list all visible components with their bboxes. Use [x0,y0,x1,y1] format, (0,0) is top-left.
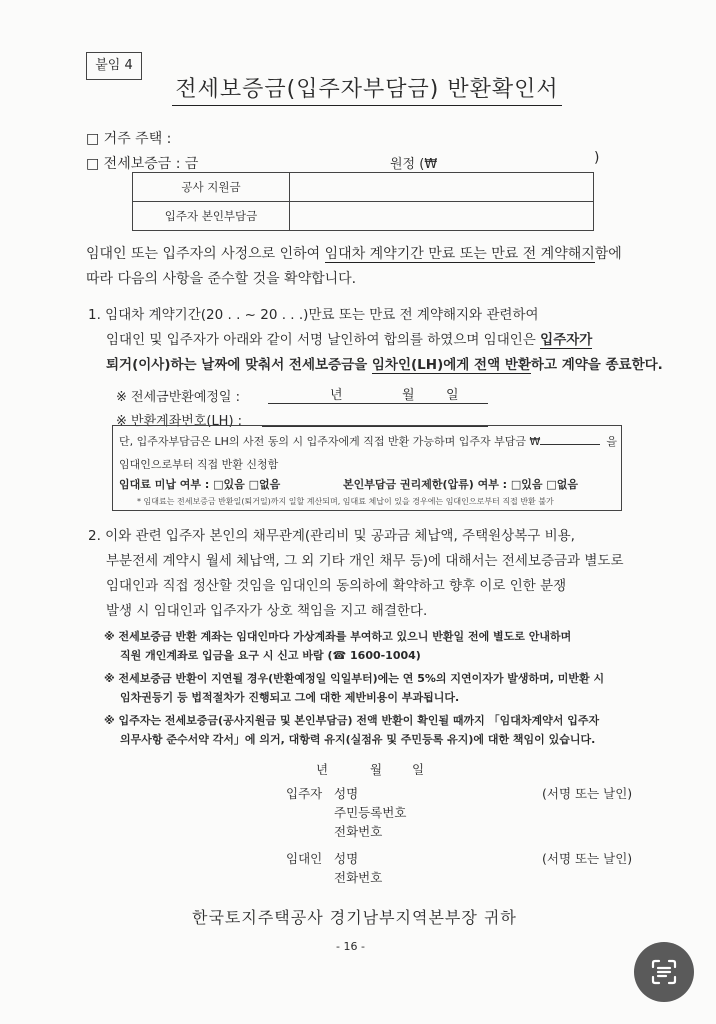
sign-date-month: 월 [370,762,383,777]
clause-2-line-4: 발생 시 임대인과 입주자가 상호 책임을 지고 해결한다. [106,603,428,619]
note-2-line-1: ※ 전세보증금 반환이 지연될 경우(반환예정일 익일부터)에는 연 5%의 지연이자가 발생하며, 미반환 시 [104,672,605,685]
table-row [133,173,594,202]
landlord-phone-label: 전화번호 [334,870,383,885]
intro-text-underlined: 임대차 계약기간 만료 또는 만료 전 계약해지 [324,246,595,262]
tenant-signature[interactable]: (서명 또는 날인) [542,786,633,801]
landlord-signature[interactable]: (서명 또는 날인) [542,851,633,866]
notice-text-1a: 단, 입주자부담금은 LH의 사전 동의 시 입주자에게 직접 반환 가능하며 입주자 부담금 ₩ [119,435,541,448]
note-1-line-1: ※ 전세보증금 반환 계좌는 임대인마다 가상계좌를 부여하고 있으니 반환일 전에 별도로 안내하며 [104,630,572,643]
clause-1-text: 임대인 및 입주자가 아래와 같이 서명 날인하여 합의를 하였으며 임대인은 [106,332,541,348]
notice-line-3a: 임대료 미납 여부 : □있음 □없음 [119,478,281,491]
clause-1-line-2 [106,328,592,348]
intro-line-2: 따라 다음의 사항을 준수할 것을 확약합니다. [86,271,357,287]
refund-date-day: 일 [446,388,459,403]
tenant-name-label: 성명 [334,786,359,801]
table-cell-label: 입주자 본인부담금 [133,202,290,231]
refund-date-year: 년 [330,388,343,403]
intro-text-a: 임대인 또는 입주자의 사정으로 인하여 [86,246,325,262]
intro-text-c: 함에 [594,246,622,262]
table-cell-value[interactable] [290,173,594,202]
note-2-line-2: 임차권등기 등 법적절차가 진행되고 그에 대한 제반비용이 부과됩니다. [120,691,460,704]
clause-1-emphasis: 입주자가 [540,332,593,348]
tenant-id-label: 주민등록번호 [334,805,407,820]
clause-2-line-1: 2. 이와 관련 입주자 본인의 채무관계(관리비 및 공과금 체납액, 주택원상복구 비용, [88,528,575,544]
table-row [133,202,594,231]
clause-1-text-3a: 퇴거(이사)하는 날짜에 맞춰서 전세보증금을 [106,357,372,373]
landlord-label: 임대인 [286,851,323,866]
clause-1-emphasis-3b: 임차인(LH)에게 전액 반환 [371,357,531,373]
user-burden-amount-field[interactable] [540,434,600,445]
notice-line-3b: 본인부담금 권리제한(압류) 여부 : □있음 □없음 [343,478,579,491]
deposit-unit: 원정 (₩ [390,157,438,172]
fund-table [132,172,594,231]
clause-2-line-3: 임대인과 직접 정산할 것임을 임대인의 동의하에 확약하고 향후 이로 인한 분쟁 [106,578,567,594]
table-cell-label: 공사 지원금 [133,173,290,202]
text-scan-icon [648,956,680,988]
note-3-line-1: ※ 입주자는 전세보증금(공사지원금 및 본인부담금) 전액 반환이 확인될 때까지 「임대차계약서 입주자 [104,714,600,727]
sign-date-year: 년 [316,762,329,777]
notice-footnote: * 임대료는 전세보증금 반환일(퇴거일)까지 일할 계산되며, 임대료 체납이 있을 경우에는 임대인으로부터 직접 반환 불가 [137,497,554,506]
address-item: □ 거주 주택 : [86,131,172,147]
refund-account-label: ※ 반환계좌번호(LH) : [116,414,243,429]
refund-date-month: 월 [402,388,415,403]
sign-date-day: 일 [412,762,425,777]
tenant-label: 입주자 [286,786,323,801]
notice-box [112,425,622,511]
clause-1-line-3 [106,353,663,373]
deposit-close: ) [594,150,600,166]
text-scan-button[interactable] [634,942,694,1002]
note-1-line-2: 직원 개인계좌로 입금을 요구 시 신고 바람 (☎ 1600-1004) [120,649,421,662]
intro-line-1 [86,243,622,263]
page-title: 전세보증금(입주자부담금) 반환확인서 [172,72,562,106]
clause-1-line-1: 1. 임대차 계약기간(20 . . ~ 20 . . .)만료 또는 만료 전 계약해지와 관련하여 [88,307,539,323]
clause-1-text-3c: 하고 계약을 종료한다. [530,357,663,373]
notice-line-1 [119,433,617,449]
tenant-phone-label: 전화번호 [334,824,383,839]
note-3-line-2: 의무사항 준수서약 각서」에 의거, 대항력 유지(실점유 및 주민등록 유지)에 대한 책임이 있습니다. [120,733,596,746]
table-cell-value[interactable] [290,202,594,231]
landlord-name-label: 성명 [334,851,359,866]
recipient-footer: 한국토지주택공사 경기남부지역본부장 귀하 [192,908,517,927]
refund-date-label: ※ 전세금반환예정일 : [116,390,241,405]
notice-text-1b: 을 [606,435,618,448]
deposit-item: □ 전세보증금 : 금 [86,156,199,172]
notice-line-2: 임대인으로부터 직접 반환 신청함 [119,458,279,471]
page-number: - 16 - [336,940,365,953]
clause-2-line-2: 부분전세 계약시 월세 체납액, 그 외 기타 개인 채무 등)에 대해서는 전세보증금과 별도로 [106,553,624,569]
attachment-tag: 붙임 4 [86,52,142,80]
